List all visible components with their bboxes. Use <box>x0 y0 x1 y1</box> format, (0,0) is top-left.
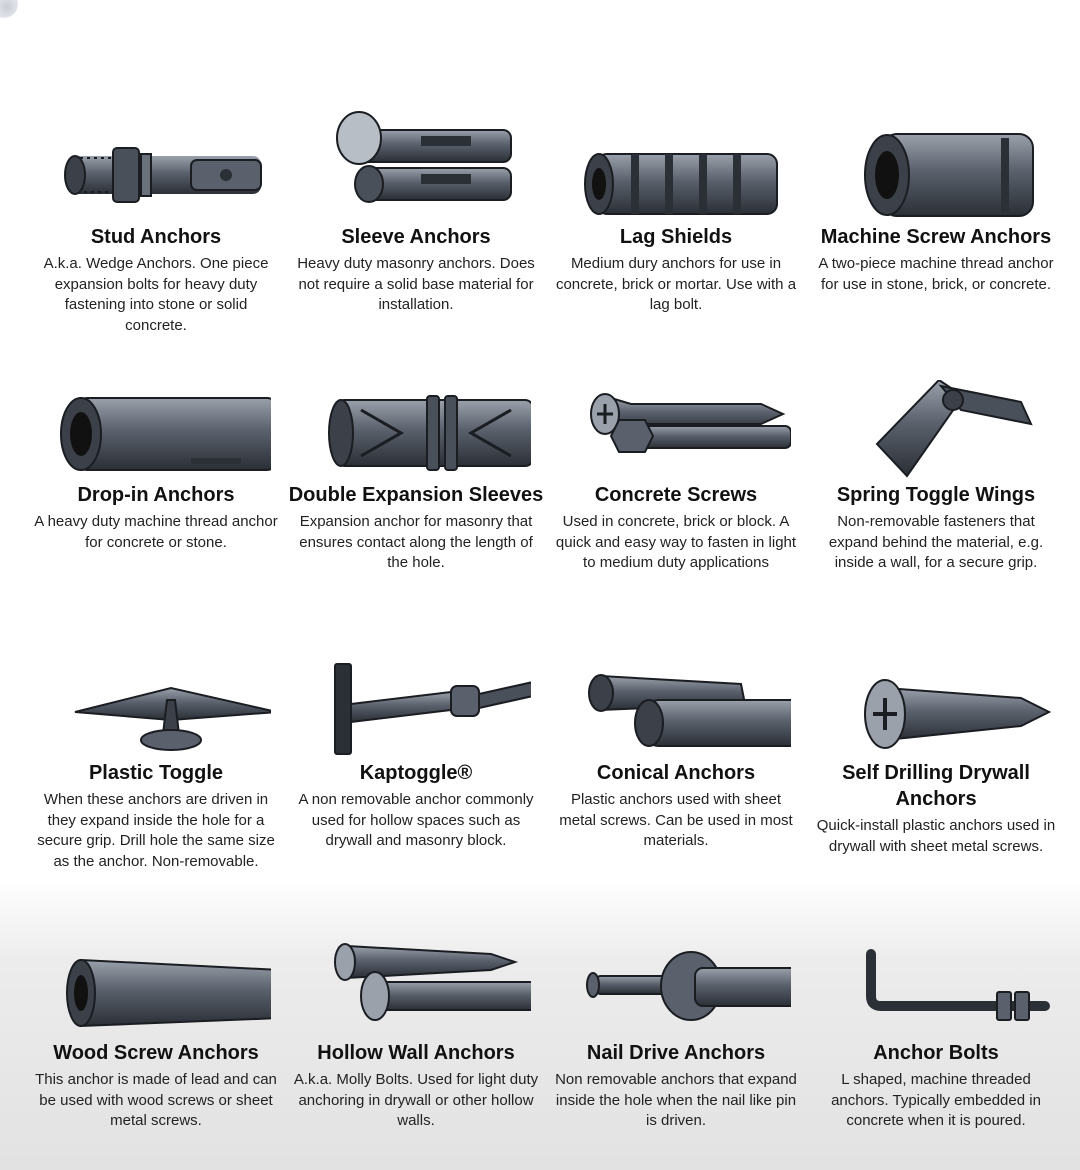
card-stud-anchors <box>21 108 291 336</box>
stud-anchor-icon <box>41 108 271 224</box>
card-title: Stud Anchors <box>90 226 222 248</box>
card-description: A two-piece machine thread anchor for use in stone, brick, or concrete. <box>818 255 1054 293</box>
card-description: A.k.a. Molly Bolts. Used for light duty anchoring in drywall or other hollow walls. <box>293 1071 539 1129</box>
plastic-toggle-icon <box>41 656 271 760</box>
card-title: Spring Toggle Wings <box>836 484 1036 506</box>
card-description: L shaped, machine threaded anchors. Typically embedded in concrete when it is poured. <box>831 1071 1041 1129</box>
anchor-bolt-icon <box>821 936 1051 1040</box>
card-title: Nail Drive Anchors <box>586 1042 766 1064</box>
card-description: Non-removable fasteners that expand behind the material, e.g. inside a wall, for a secure grip. <box>828 513 1044 571</box>
card-spring-toggle-wings <box>801 380 1071 574</box>
card-title: Machine Screw Anchors <box>820 226 1052 248</box>
card-double-expansion-sleeves <box>281 380 551 574</box>
card-description: A.k.a. Wedge Anchors. One piece expansion bolts for heavy duty fastening into stone or solid concrete. <box>43 255 269 334</box>
card-description: A non removable anchor commonly used for hollow spaces such as drywall and masonry block. <box>298 791 534 849</box>
card-wood-screw-anchors <box>21 936 291 1132</box>
card-title: Sleeve Anchors <box>341 226 491 248</box>
sleeve-anchor-icon <box>301 108 531 224</box>
card-description: Expansion anchor for masonry that ensures contact along the length of the hole. <box>299 513 533 571</box>
card-title: Anchor Bolts <box>873 1042 999 1064</box>
kaptoggle-icon <box>301 656 531 760</box>
card-sleeve-anchors <box>281 108 551 316</box>
card-description: Plastic anchors used with sheet metal screws. Can be used in most materials. <box>559 791 793 849</box>
card-title: Double Expansion Sleeves <box>288 484 544 506</box>
lag-shield-icon <box>561 108 791 224</box>
card-description: Medium dury anchors for use in concrete, brick or mortar. Use with a lag bolt. <box>555 255 797 313</box>
card-conical-anchors <box>541 656 811 852</box>
card-description: Heavy duty masonry anchors. Does not require a solid base material for installation. <box>297 255 535 313</box>
self-drilling-drywall-anchor-icon <box>821 656 1051 760</box>
card-title: Lag Shields <box>619 226 733 248</box>
wood-screw-anchor-icon <box>41 936 271 1040</box>
card-concrete-screws <box>541 380 811 574</box>
card-anchor-bolts <box>801 936 1071 1132</box>
card-description: A heavy duty machine thread anchor for concrete or stone. <box>34 513 278 551</box>
card-description: Quick-install plastic anchors used in drywall with sheet metal screws. <box>816 817 1056 855</box>
card-title: Hollow Wall Anchors <box>317 1042 515 1064</box>
card-title: Conical Anchors <box>596 762 756 784</box>
card-machine-screw-anchors <box>801 108 1071 295</box>
card-title: Plastic Toggle <box>88 762 224 784</box>
concrete-screw-icon <box>561 380 791 482</box>
card-lag-shields <box>541 108 811 316</box>
card-plastic-toggle <box>21 656 291 872</box>
nail-drive-anchor-icon <box>561 936 791 1040</box>
card-title: Drop-in Anchors <box>77 484 235 506</box>
card-title: Concrete Screws <box>594 484 758 506</box>
card-description: Used in concrete, brick or block. A quick and easy way to fasten in light to medium duty applications <box>555 513 797 571</box>
card-nail-drive-anchors <box>541 936 811 1132</box>
card-self-drilling-drywall-anchors <box>801 656 1071 857</box>
card-kaptoggle <box>281 656 551 852</box>
drop-in-anchor-icon <box>41 380 271 482</box>
machine-screw-anchor-icon <box>821 108 1051 224</box>
spring-toggle-wing-icon <box>821 380 1051 482</box>
card-description: When these anchors are driven in they expand inside the hole for a secure grip. Drill hole the same size as the anchor. Non-removable. <box>37 791 275 870</box>
card-title: Wood Screw Anchors <box>53 1042 259 1064</box>
card-drop-in-anchors <box>21 380 291 553</box>
card-description: This anchor is made of lead and can be used with wood screws or sheet metal screws. <box>35 1071 277 1129</box>
card-hollow-wall-anchors <box>281 936 551 1132</box>
card-description: Non removable anchors that expand inside the hole when the nail like pin is driven. <box>555 1071 797 1129</box>
conical-anchor-icon <box>561 656 791 760</box>
hollow-wall-anchor-icon <box>301 936 531 1040</box>
double-expansion-sleeve-icon <box>301 380 531 482</box>
card-title: Kaptoggle® <box>359 762 473 784</box>
card-title: Self Drilling Drywall Anchors <box>842 762 1030 810</box>
